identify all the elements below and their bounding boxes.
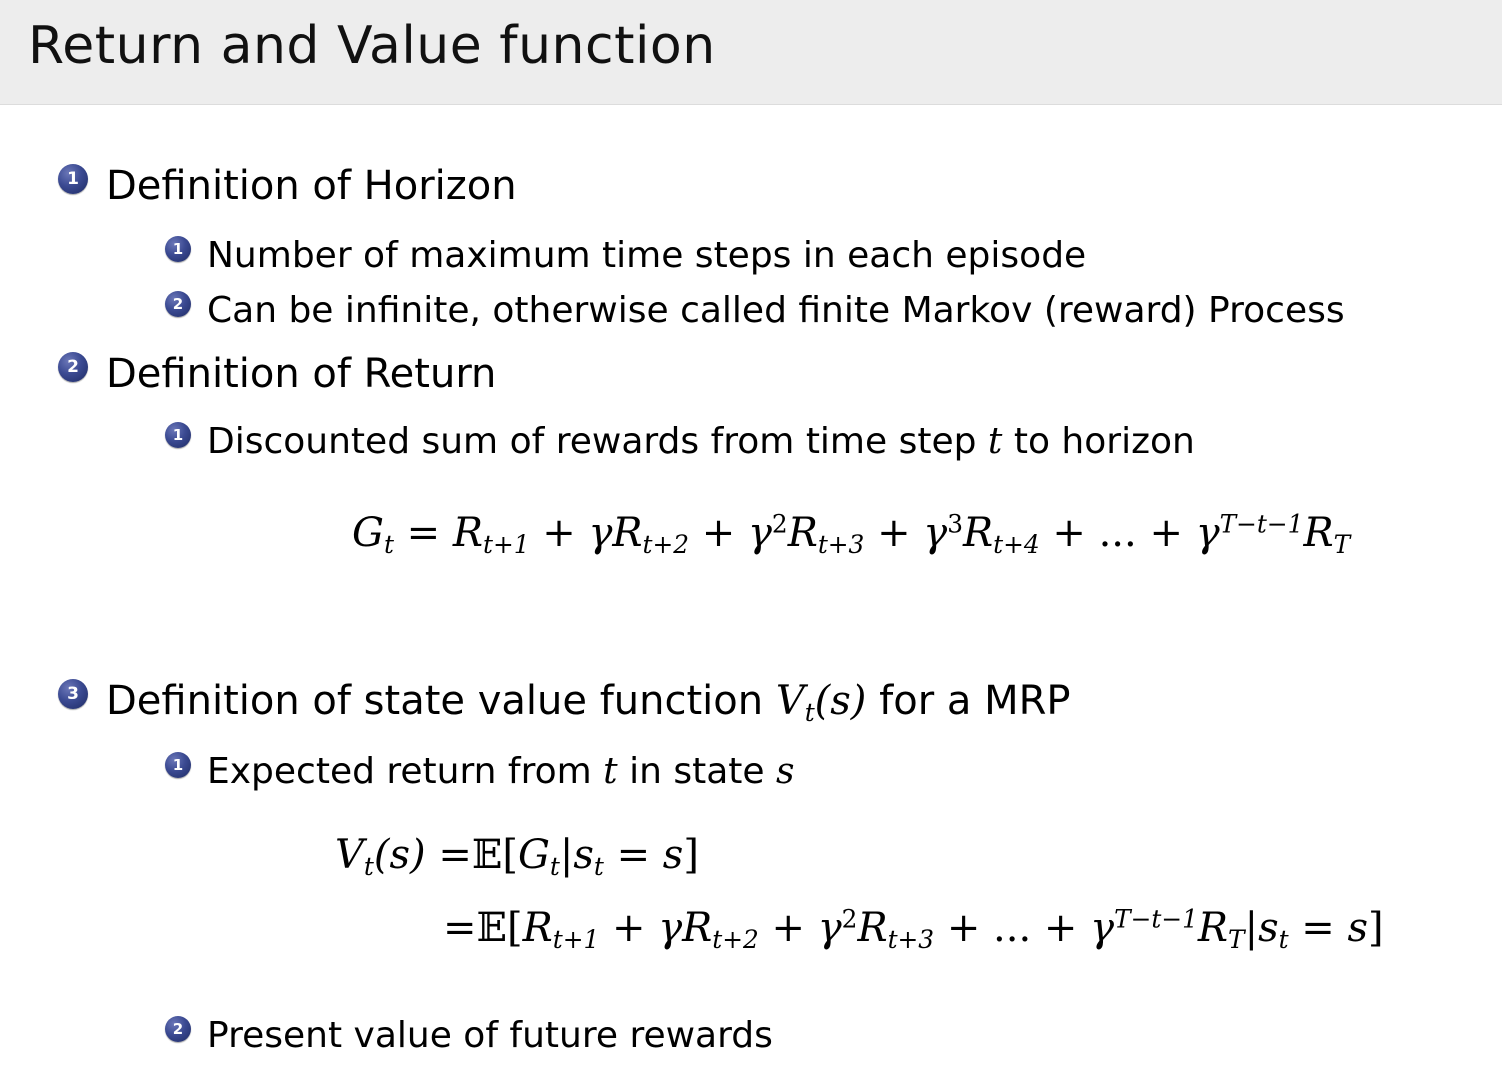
equation-value-line-1: $V_t(s)$ $=𝔼[G_t|s_t = s]$ xyxy=(335,832,699,881)
list-item-label: Definition of Return xyxy=(106,351,497,397)
text-before: Discounted sum of rewards from time step xyxy=(207,421,977,462)
bullet-marker-3: 3 xyxy=(58,679,88,709)
list-item-value-sub-1 xyxy=(165,752,794,792)
list-item-definition-of-state-value-function xyxy=(58,679,1071,735)
inline-math-t: t xyxy=(987,421,1003,462)
list-item-horizon-sub-2 xyxy=(165,291,1345,331)
inline-math-t: t xyxy=(603,751,618,792)
equation-value-line-2: $=𝔼[R_{t+1} + \gamma R_{t+2} + \gamma^2R_{t+3}$ + ... + $\gamma^{T-t-1}R_T|s_t = s$] xyxy=(443,904,1384,954)
bullet-marker-2-1: 1 xyxy=(165,422,191,448)
text-after: to horizon xyxy=(1013,421,1195,462)
list-item-label xyxy=(207,422,1195,462)
list-item-definition-of-horizon xyxy=(58,164,517,208)
text-before: Expected return from xyxy=(207,751,592,792)
equation-return: $G_t = R_{t+1} + \gamma R_{t+2} + \gamma^2R_{t+3} + \gamma^3R_{t+4}$ + ... + $\gamma^{T-t-1}R_T$ xyxy=(352,509,1351,559)
inline-math-s: s xyxy=(776,751,795,792)
text-before: Definition of state value function xyxy=(106,678,764,724)
list-item-definition-of-return xyxy=(58,352,496,396)
text-after: for a MRP xyxy=(879,678,1071,724)
list-item-return-sub-1 xyxy=(165,422,1195,462)
inline-math-value-function: $V_t(s)$ xyxy=(775,678,867,727)
bullet-marker-3-1: 1 xyxy=(165,752,191,778)
list-item-label xyxy=(106,679,1071,735)
bullet-marker-1-2: 2 xyxy=(165,291,191,317)
slide-title-bar xyxy=(0,0,1502,105)
text-mid: in state xyxy=(629,751,765,792)
list-item-value-sub-2 xyxy=(165,1016,773,1056)
bullet-marker-3-2: 2 xyxy=(165,1016,191,1042)
bullet-marker-2: 2 xyxy=(58,352,88,382)
list-item-label xyxy=(207,752,794,792)
list-item-label: Number of maximum time steps in each episode xyxy=(207,235,1087,276)
list-item-label: Can be infinite, otherwise called finite Markov (reward) Process xyxy=(207,290,1345,331)
list-item-label: Present value of future rewards xyxy=(207,1015,773,1056)
list-item-horizon-sub-1 xyxy=(165,236,1086,276)
bullet-marker-1: 1 xyxy=(58,164,88,194)
slide-content xyxy=(0,104,1502,1080)
list-item-label: Definition of Horizon xyxy=(106,163,517,209)
page-title: Return and Value function xyxy=(28,16,716,76)
bullet-marker-1-1: 1 xyxy=(165,236,191,262)
